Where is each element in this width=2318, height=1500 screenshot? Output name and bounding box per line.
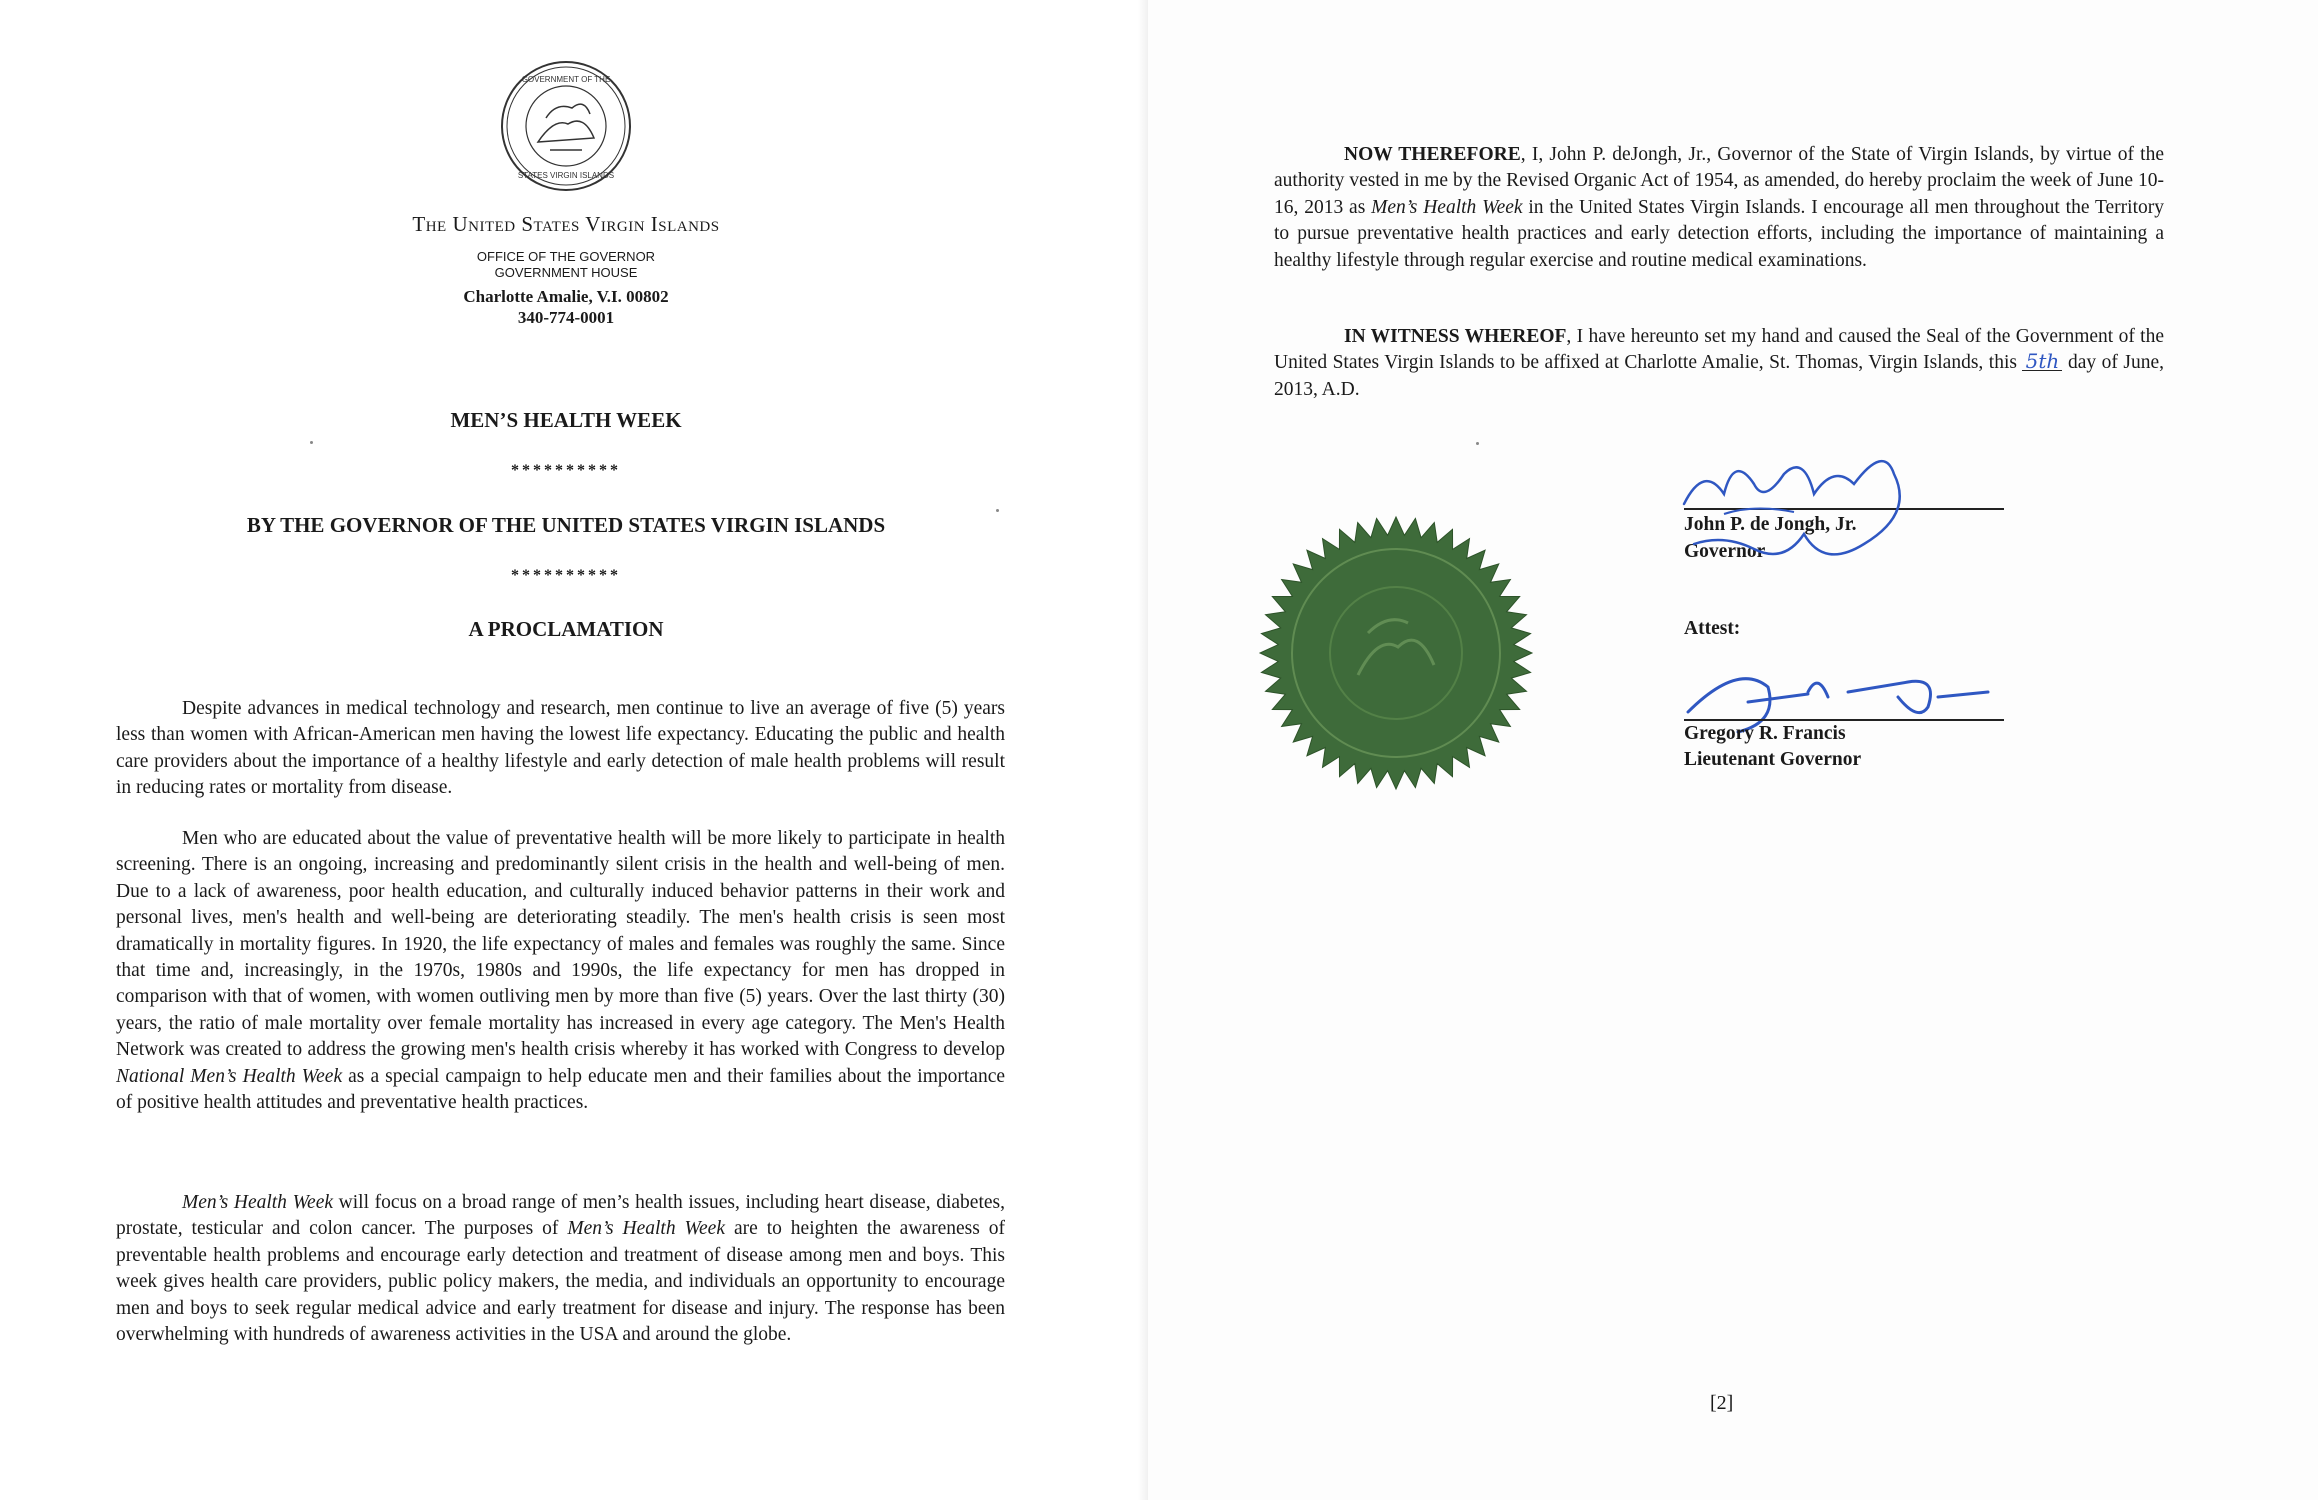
paragraph-2 [116,826,1005,1116]
paragraph-3-emphasis-2: Men’s Health Week [567,1218,725,1240]
governor-signature [1664,434,1924,574]
witness-paragraph [1274,324,2164,403]
therefore-paragraph [1274,142,2164,274]
letterhead-office: OFFICE OF THE GOVERNOR [476,249,656,264]
therefore-emphasis: Men’s Health Week [1371,196,1523,218]
governor-title: Governor [1684,541,1766,562]
scan-speck [1476,442,1479,445]
lieutenant-governor-title: Lieutenant Governor [1684,749,1862,770]
paragraph-3-text-a: will focus on a broad range of men’s health issues, including heart disease, diabetes, prostate, testicular and colon cancer. The purposes of [116,1192,1005,1240]
letterhead-name: The United States Virgin Islands [412,212,720,236]
paragraph-3-emphasis-1: Men’s Health Week [182,1192,333,1213]
therefore-text-b: in the United States Virgin Islands. I encourage all men throughout the Territory to pursue preventative health practices and early detection efforts, including the importance of maintaining a healthy lifestyle through regular exercise and routine medical examinations. [1274,196,2165,271]
letterhead-address: Charlotte Amalie, V.I. 00802 [463,287,669,306]
governor-name: John P. de Jongh, Jr. [1684,514,1857,535]
star-divider: ********** [511,462,621,479]
svg-text:GOVERNMENT OF THE: GOVERNMENT OF THE [521,75,611,84]
svg-text:STATES VIRGIN ISLANDS: STATES VIRGIN ISLANDS [517,171,615,180]
embossed-gold-seal-icon [1258,515,1534,791]
byline: BY THE GOVERNOR OF THE UNITED STATES VIRGIN ISLANDS [246,513,886,537]
left-page [0,0,1148,1500]
paragraph-3 [116,1190,1005,1348]
letterhead-house: GOVERNMENT HOUSE [494,265,638,280]
letterhead-phone: 340-774-0001 [517,308,615,327]
page-number: [2] [1710,1392,1734,1414]
proclamation-heading: A PROCLAMATION [468,617,664,641]
witness-lead: IN WITNESS WHEREOF [1344,326,1567,347]
paragraph-2-emphasis: National Men’s Health Week [116,1065,343,1087]
lieutenant-governor-name: Gregory R. Francis [1684,723,1846,744]
scan-speck [310,441,313,444]
government-seal-icon [498,58,634,194]
therefore-text-a: , I, John P. deJongh, Jr., Governor of the State of Virgin Islands, by virtue of the authority vested in me by the Revised Organic Act of 1954, as amended, do hereby proclaim the week of June 10-16, 2013 as [1274,144,2164,218]
paragraph-3-text-b: are to heighten the awareness of preventable health problems and encourage early detection and treatment of disease among men and boys. This week gives health care providers, public policy makers, the media, and individuals an opportunity to encourage men and boys to seek regular medical advice and early treatment for disease and injury. The response has been overwhelming with hundreds of awareness activities in the USA and around the globe. [116,1218,1005,1346]
paragraph-1-text: Despite advances in medical technology and research, men continue to live an average of five (5) years less than women with African-American men having the lowest life expectancy. Educating the public and health care providers about the importance of a healthy lifestyle and early detection of male health problems will result in reducing rates or mortality from disease. [116,698,1005,799]
witness-text-b: day of June, 2013, A.D. [1274,352,2164,400]
scan-speck [996,509,999,512]
witness-text-a: , I have hereunto set my hand and caused the Seal of the Government of the United States Virgin Islands to be affixed at Charlotte Amalie, St. Thomas, Virgin Islands, this [1274,326,2165,374]
document-title: MEN’S HEALTH WEEK [450,408,682,432]
paragraph-2-text-b: as a special campaign to help educate men and their families about the importance of positive health attitudes and preventative health practices. [116,1065,1006,1114]
star-divider: ********** [511,567,621,584]
paragraph-2-text-a: Men who are educated about the value of preventative health will be more likely to participate in health screening. There is an ongoing, increasing and predominantly silent crisis in the health and well-being of men. Due to a lack of awareness, poor health education, and culturally induced behavior patterns in their work and personal lives, men's health and well-being are deteriorating steadily. The men's health crisis is seen most dramatically in mortality figures. In 1920, the life expectancy of males and females was roughly the same. Since that time and, increasingly, in the 1970s, 1980s and 1990s, the life expectancy for men has dropped in comparison with that of women, with women outliving men by more than five (5) years. Over the last thirty (30) years, the ratio of male mortality over female mortality has increased in every age category. The Men's Health Network was created to address the growing men's health crisis whereby it has worked with Congress to develop [116,828,1005,1061]
attest-label: Attest: [1684,618,1741,639]
therefore-lead: NOW THEREFORE [1344,144,1521,165]
date-day-handwritten: 5th [2022,352,2062,371]
paragraph-1 [116,696,1005,802]
